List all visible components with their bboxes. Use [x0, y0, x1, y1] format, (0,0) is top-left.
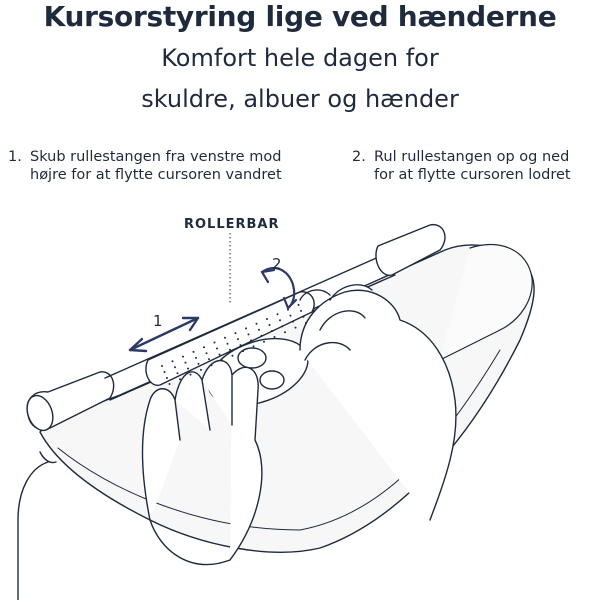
perforation-dot [206, 352, 208, 354]
perforation-dot [253, 345, 255, 347]
perforation-dot [277, 313, 279, 315]
perforation-dot [195, 357, 197, 359]
perforation-dot [240, 344, 242, 346]
step-text-line: højre for at flytte cursoren vandret [30, 167, 282, 183]
perforation-dot [172, 360, 174, 362]
perforation-dot [161, 365, 163, 367]
perforation-dot [248, 333, 250, 335]
perforation-dot [258, 329, 260, 331]
perforation-dot [200, 369, 202, 371]
perforation-dot [177, 372, 179, 374]
perforation-dot [221, 360, 223, 362]
perforation-dot [242, 350, 244, 352]
step-text-line: Skub rullestangen fra venstre mod [30, 149, 282, 165]
perforation-dot [300, 310, 302, 312]
perforation-dot [237, 338, 239, 340]
perforation-dot [245, 327, 247, 329]
perforation-dot [261, 335, 263, 337]
perforation-dot [190, 374, 192, 376]
perforation-dot [232, 355, 234, 357]
perforation-dot [224, 337, 226, 339]
step-number: 2. [352, 149, 366, 165]
perforation-dot [235, 332, 237, 334]
perforation-dot [198, 363, 200, 365]
perforation-dot [166, 377, 168, 379]
perforation-dot [227, 343, 229, 345]
perforation-dot [274, 336, 276, 338]
perforation-dot [208, 358, 210, 360]
perforation-dot [263, 341, 265, 343]
perforation-dot [193, 351, 195, 353]
step-text-line: Rul rullestangen op og ned [374, 149, 570, 165]
perforation-dot [164, 371, 166, 373]
perforation-dot [250, 339, 252, 341]
cable-plug [40, 452, 56, 463]
subtitle-line-1: Komfort hele dagen for [161, 44, 439, 72]
step-text-line: for at flytte cursoren lodret [374, 167, 571, 183]
perforation-dot [219, 354, 221, 356]
perforation-dot [179, 378, 181, 380]
page-title: Kursorstyring lige ved hænderne [43, 0, 557, 33]
perforation-dot [284, 331, 286, 333]
perforation-dot [303, 316, 305, 318]
step-number: 1. [8, 149, 22, 165]
perforation-dot [182, 356, 184, 358]
arrow-2-label: 2 [272, 255, 282, 273]
perforation-dot [256, 323, 258, 325]
perforation-dot [269, 324, 271, 326]
perforation-dot [187, 368, 189, 370]
perforation-dot [279, 319, 281, 321]
perforation-dot [298, 304, 300, 306]
perforation-dot [216, 348, 218, 350]
perforation-dot [203, 346, 205, 348]
rollerbar-label: ROLLERBAR [184, 217, 280, 232]
subtitle-line-2: skuldre, albuer og hænder [141, 85, 459, 113]
perforation-dot [214, 342, 216, 344]
perforation-dot [185, 362, 187, 364]
perforation-dot [211, 364, 213, 366]
perforation-dot [282, 325, 284, 327]
perforation-dot [290, 315, 292, 317]
perforation-dot [295, 327, 297, 329]
perforation-dot [292, 321, 294, 323]
perforation-dot [305, 322, 307, 324]
perforation-dot [266, 318, 268, 320]
arrow-1-label: 1 [153, 312, 163, 330]
perforation-dot [169, 383, 171, 385]
perforation-dot [229, 349, 231, 351]
cable [18, 462, 48, 600]
perforation-dot [174, 366, 176, 368]
perforation-dot [271, 330, 273, 332]
